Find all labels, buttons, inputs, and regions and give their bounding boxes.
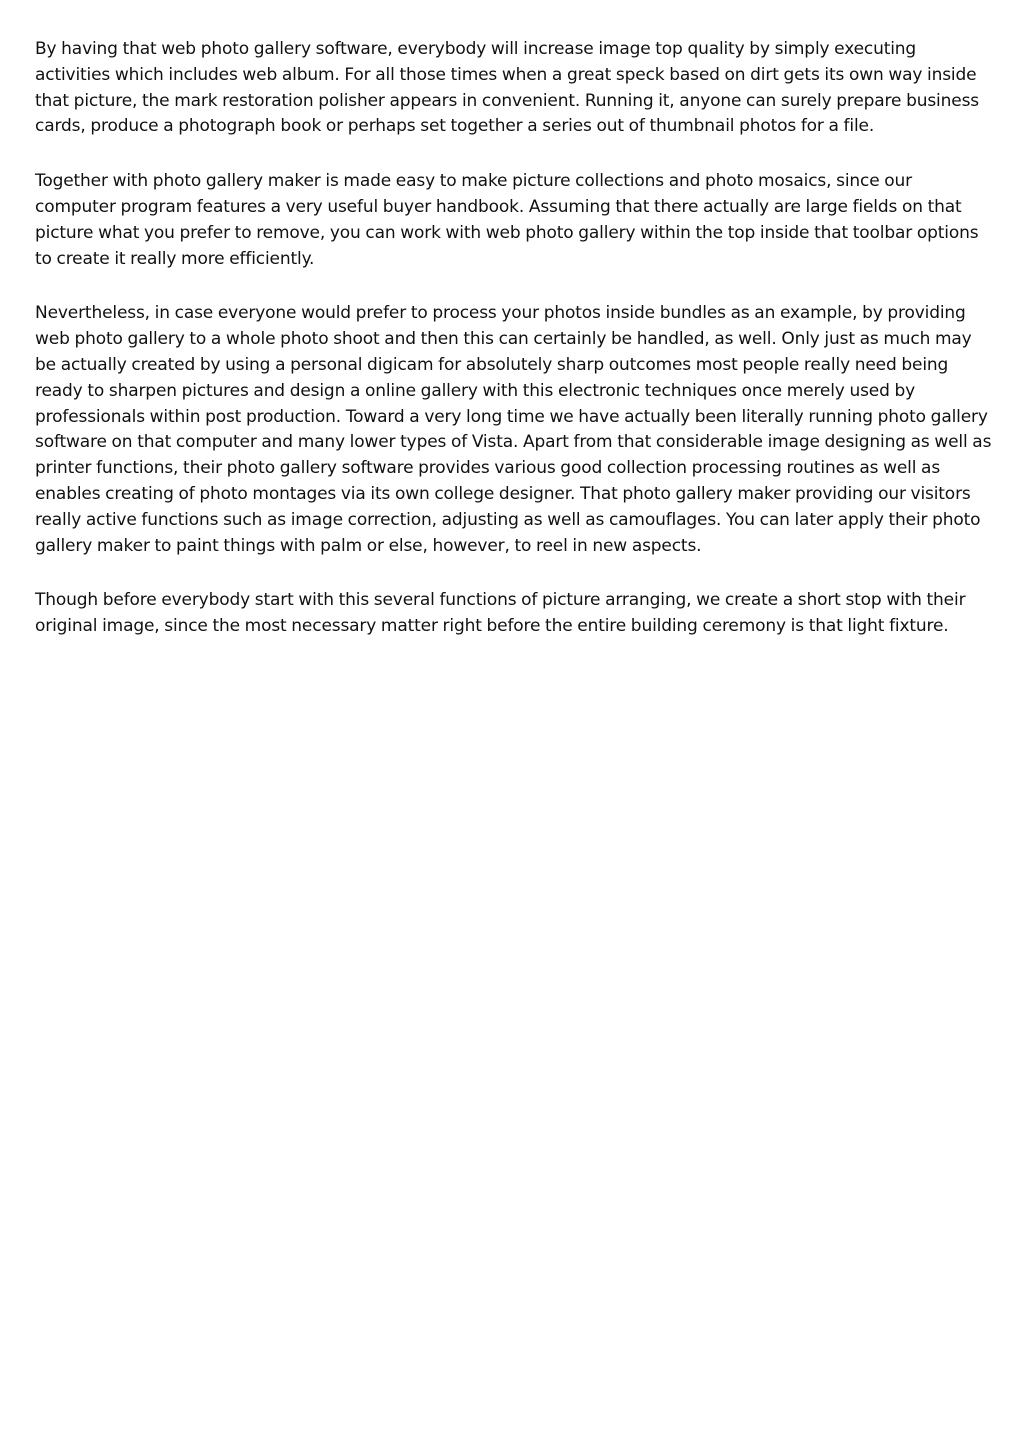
paragraph-1: By having that web photo gallery software, everybody will increase image top quality by simply executing activities which includes web album. For all those times when a great speck based on dirt gets its own way inside that picture, the mark restoration polisher appears in convenient. Running it, anyone can surely prepare business cards, produce a photograph book or perhaps set together a series out of thumbnail photos for a file. <box>35 39 979 137</box>
paragraph-4: Though before everybody start with this several functions of picture arranging, we create a short stop with their original image, since the most necessary matter right before the entire building ceremony is that light fixture. <box>35 590 966 637</box>
paragraph-3: Nevertheless, in case everyone would prefer to process your photos inside bundles as an example, by providing web photo gallery to a whole photo shoot and then this can certainly be handled, as well. Only just as much may be actually created by using a personal digicam for absolutely sharp outcomes most people really need being ready to sharpen pictures and design a online gallery with this electronic techniques once merely used by professionals within post production. Toward a very long time we have actually been literally running photo gallery software on that computer and many lower types of Vista. Apart from that considerable image designing as well as printer functions, their photo gallery software provides various good collection processing routines as well as enables creating of photo montages via its own college designer. That photo gallery maker providing our visitors really active functions such as image correction, adjusting as well as camouflages. You can later apply their photo gallery maker to paint things with palm or else, however, to reel in new aspects. <box>35 303 992 556</box>
paragraph-2: Together with photo gallery maker is made easy to make picture collections and photo mosaics, since our computer program features a very useful buyer handbook. Assuming that there actually are large fields on that picture what you prefer to remove, you can work with web photo gallery within the top inside that toolbar options to create it really more efficiently. <box>35 171 979 269</box>
document-body <box>35 37 995 669</box>
